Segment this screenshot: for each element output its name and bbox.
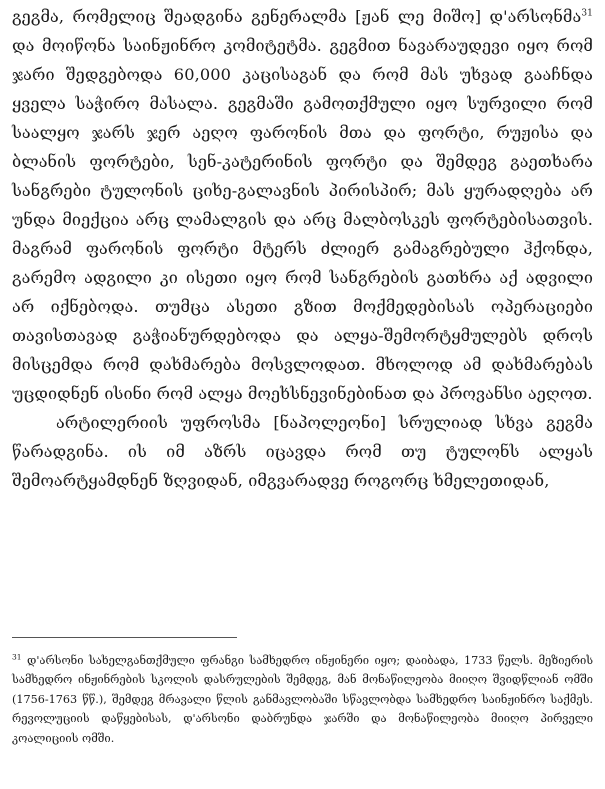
page-body <box>12 2 593 495</box>
footnote-number: 31 <box>12 652 22 662</box>
footnote <box>12 651 593 748</box>
footnote-text: დ'არსონი სახელგანთქმული ფრანგი სამხედრო ინჟინერი იყო; დაიბადა, 1733 წელს. მეზიერის სამხედრო ინჟინრების სკოლის დასრულების შემდეგ, მან მონაწილეობა მიიღო შვიდწლიან ომში (1756-1763 წწ.), შემდეგ მრავალი წლის განმავლობაში სწავლობდა სამხედრო საინჟინრო საქმეს. რევოლუციის დაწყებისას, დ'არსონი დაბრუნდა ჯარში და მონაწილეობა მიიღო პირველი კოალიციის ომში. <box>12 654 593 745</box>
paragraph-1 <box>12 2 593 408</box>
footnote-reference[interactable]: 31 <box>581 8 593 19</box>
paragraph-1-rest: და მოიწონა საინჟინრო კომიტეტმა. გეგმით ნავარაუდევი იყო რომ ჯარი შედგებოდა 60,000 კაცისაგან და რომ მას უხვად გააჩნდა ყველა საჭირო მასალა. გეგმაში გამოთქმული იყო სურვილი რომ საალყო ჯარს ჯერ აეღო ფარონის მთა და ფორტი, რუჟისა და ბლანის ფორტები, სენ-კატერინის ფორტი და შემდეგ გაეთხარა სანგრები ტულონის ციხე-გალავნის პირისპირ; მას ყურადღება არ უნდა მიექცია არც ლამალგის და არც მალბოსკეს ფორტებისათვის. მაგრამ ფარონის ფორტი მტერს ძლიერ გამაგრებული ჰქონდა, გარემო ადგილი კი ისეთი იყო რომ სანგრების გათხრა აქ ადვილი არ იქნებოდა. თუმცა ასეთი გზით მოქმედებისას ოპერაციები თავისთავად გაჭიანურდებოდა და ალყა-შემორტყმულებს დროს მისცემდა რომ დახმარება მოსვლოდათ. მხოლოდ ამ დახმარებას უცდიდნენ ისინი რომ ალყა მოეხსნევინებინათ და პროვანსი აეღოთ. <box>12 36 593 403</box>
paragraph-2: არტილერიის უფროსმა [ნაპოლეონი] სრულიად სხვა გეგმა წარადგინა. ის იმ აზრს იცავდა რომ თუ ტულონს ალყას შემოარტყამდნენ ზღვიდან, იმგვარადვე როგორც ხმელეთიდან, <box>12 413 593 490</box>
paragraph-1-start: გეგმა, რომელიც შეადგინა გენერალმა [ჟან ლე მიშო] დ'არსონმა <box>12 7 582 26</box>
footnote-divider <box>12 637 237 638</box>
